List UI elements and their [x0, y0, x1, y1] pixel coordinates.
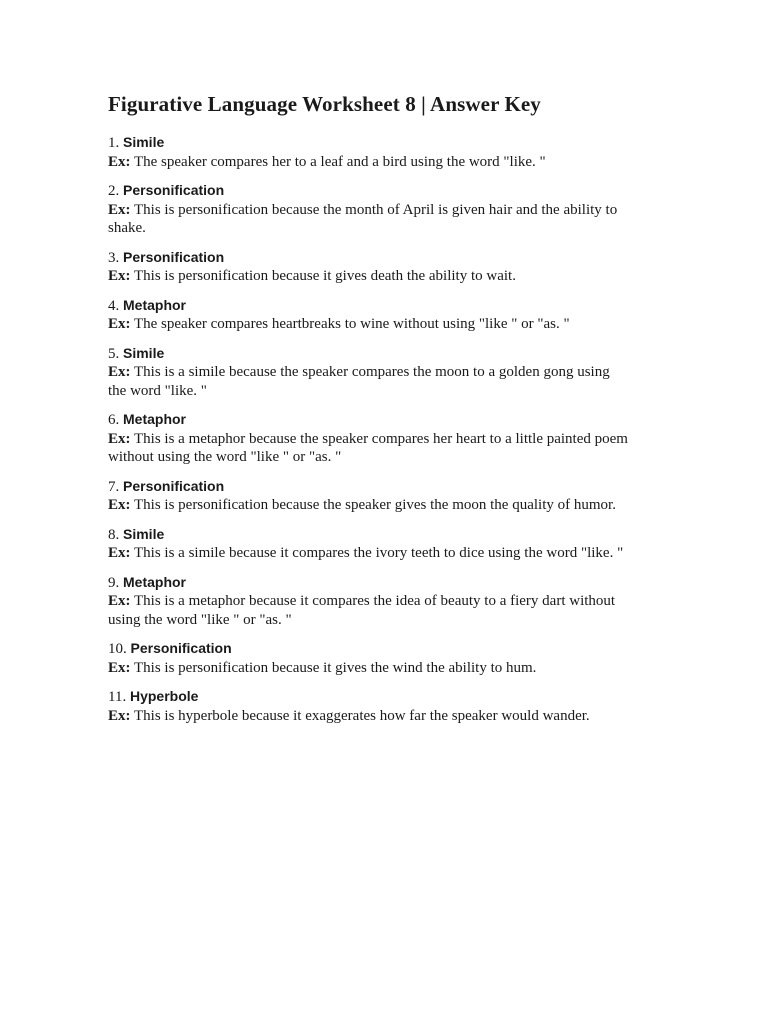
item-number: 3.: [108, 249, 120, 266]
answer-item: [108, 573, 728, 630]
item-type: Metaphor: [123, 573, 186, 590]
item-explanation: This is personification because the speaker gives the moon the quality of humor.: [133, 497, 616, 513]
ex-label: Ex:: [108, 316, 131, 332]
ex-label: Ex:: [108, 153, 131, 170]
ex-label: Ex:: [108, 268, 131, 284]
answer-item: [108, 410, 728, 467]
item-type: Metaphor: [123, 296, 186, 313]
item-number: 2.: [108, 183, 120, 199]
answer-item: [108, 477, 728, 515]
item-number: 10.: [108, 641, 127, 657]
item-number: 1.: [108, 135, 120, 151]
item-explanation: This is personification because it gives the wind the ability to hum.: [133, 659, 537, 676]
item-type: Metaphor: [123, 411, 186, 427]
item-number: 4.: [108, 297, 120, 314]
item-type: Personification: [130, 640, 232, 656]
ex-label: Ex:: [108, 707, 131, 724]
answer-item: [108, 296, 728, 334]
ex-label: Ex:: [108, 593, 131, 609]
item-explanation: The speaker compares heartbreaks to wine without using "like " or "as. ": [133, 316, 570, 332]
item-type: Personification: [123, 248, 225, 265]
ex-label: Ex:: [108, 497, 131, 513]
answer-item: [108, 344, 728, 401]
answer-item: [108, 639, 728, 677]
page-title: Figurative Language Worksheet 8 | Answer Key: [108, 92, 541, 116]
item-explanation: This is personification because the month of April is given hair and the ability to shake.: [108, 201, 618, 236]
item-type: Personification: [123, 182, 225, 198]
item-number: 8.: [108, 526, 120, 543]
item-explanation: This is a metaphor because it compares the idea of beauty to a fiery dart without using the word "like " or "as. ": [108, 593, 616, 628]
answer-item: [108, 687, 728, 725]
answer-item: [108, 133, 728, 171]
item-number: 5.: [108, 345, 120, 362]
item-type: Simile: [123, 134, 165, 150]
item-number: 11.: [108, 689, 127, 705]
ex-label: Ex:: [108, 659, 131, 676]
ex-label: Ex:: [108, 364, 131, 380]
item-explanation: The speaker compares her to a leaf and a bird using the word "like. ": [133, 153, 546, 170]
item-explanation: This is a simile because the speaker compares the moon to a golden gong using the word "like. ": [108, 364, 610, 399]
ex-label: Ex:: [108, 545, 131, 561]
item-type: Personification: [123, 477, 225, 494]
item-explanation: This is a metaphor because the speaker compares her heart to a little painted poem without using the word "like " or "as. ": [108, 430, 628, 465]
ex-label: Ex:: [108, 201, 131, 218]
item-type: Hyperbole: [129, 688, 199, 704]
answer-item: [108, 248, 728, 286]
answer-item: [108, 525, 728, 563]
item-number: 6.: [108, 412, 120, 428]
item-explanation: This is a simile because it compares the ivory teeth to dice using the word "like. ": [133, 545, 624, 561]
item-explanation: This is personification because it gives death the ability to wait.: [133, 268, 516, 284]
item-number: 7.: [108, 478, 120, 495]
item-type: Simile: [123, 344, 165, 361]
item-type: Simile: [123, 525, 165, 542]
ex-label: Ex:: [108, 430, 131, 447]
item-explanation: This is hyperbole because it exaggerates how far the speaker would wander.: [133, 707, 590, 724]
item-number: 9.: [108, 574, 120, 591]
answer-item: [108, 181, 728, 238]
